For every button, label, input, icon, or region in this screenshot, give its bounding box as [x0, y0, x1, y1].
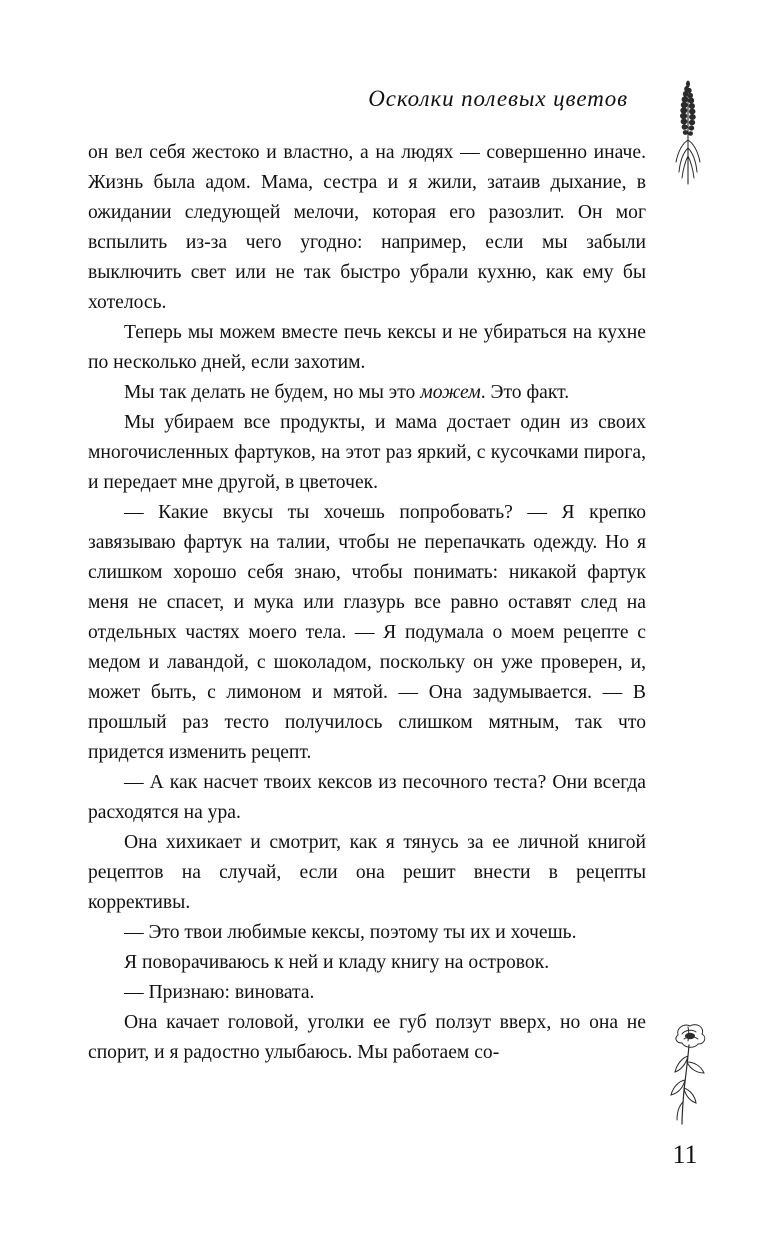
paragraph: Теперь мы можем вместе печь кексы и не убираться на кухне по несколько дней, если захотим. — [88, 322, 646, 373]
dialogue-paragraph: — Признаю: виновата. — [124, 982, 315, 1003]
paragraph: Она хихикает и смотрит, как я тянусь за ее личной книгой рецептов на случай, если она решит внести в рецепты коррективы. — [88, 832, 646, 913]
dialogue-paragraph: — Какие вкусы ты хочешь попробовать? — Я крепко завязываю фартук на талии, чтобы не перепачкать одежду. Но я слишком хорошо себя знаю, чтобы понимать: никакой фартук меня не спасет, и мука или глазурь все равно оставят след на отдельных частях моего тела. — Я подумала о моем рецепте с медом и лавандой, с шоколадом, поскольку он уже проверен, и, может быть, с лимоном и мятой. — Она задумывается. — В прошлый раз тесто получилось слишком мятным, так что придется изменить рецепт. — [88, 502, 646, 763]
page-number: 11 — [672, 1140, 698, 1169]
paragraph-text-before: Мы так делать не будем, но мы это — [124, 382, 421, 403]
poppy-flower-icon — [658, 1018, 720, 1130]
lavender-spike-flower-icon — [660, 74, 716, 192]
paragraph: Мы убираем все продукты, и мама достает один из своих многочисленных фартуков, на этот раз яркий, с кусочками пирога, и передает мне другой, в цветочек. — [88, 412, 646, 493]
paragraph: Она качает головой, уголки ее губ ползут вверх, но она не спорит, и я радостно улыбаюсь. Мы работаем со- — [88, 1012, 646, 1063]
paragraph-text-after: . Это факт. — [480, 382, 570, 403]
emphasized-word: можем — [420, 382, 481, 403]
dialogue-paragraph: — А как насчет твоих кексов из песочного теста? Они всегда расходятся на ура. — [88, 772, 646, 823]
dialogue-paragraph: — Это твои любимые кексы, поэтому ты их и хочешь. — [124, 922, 577, 943]
paragraph: Я поворачиваюсь к ней и кладу книгу на островок. — [124, 952, 550, 973]
paragraph: он вел себя жестоко и властно, а на людях — совершенно иначе. Жизнь была адом. Мама, сестра и я жили, затаив дыхание, в ожидании следующей мелочи, которая его разозлит. Он мог вспылить из-за чего угодно: например, если мы забыли выключить свет или не так быстро убрали кухню, как ему бы хотелось. — [88, 142, 646, 313]
body-text — [88, 138, 646, 1068]
running-head-title: Осколки полевых цветов — [368, 86, 628, 111]
paragraph-with-emphasis — [88, 378, 646, 408]
